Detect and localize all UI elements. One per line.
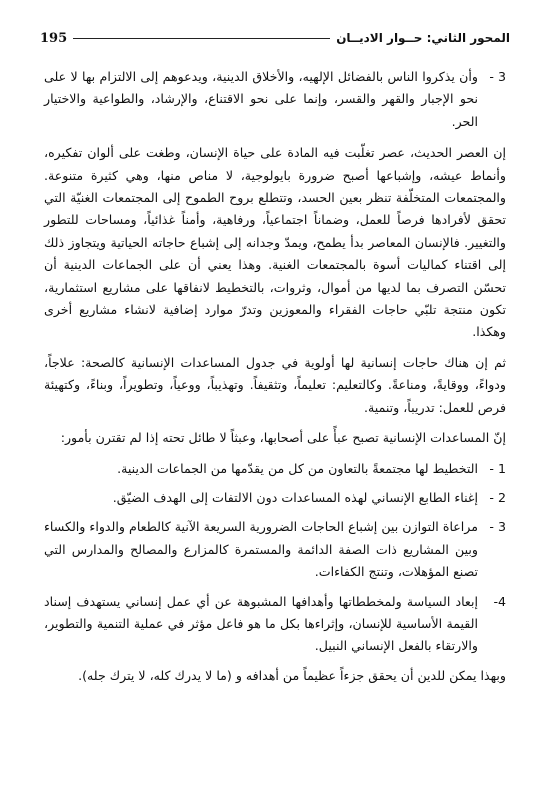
list-item [44,487,506,509]
paragraph-modern-era: إن العصر الحديث، عصر تغلّبت فيه المادة على حياة الإنسان، وطغت على ألوان تفكيره، وأنماط عيشه، وإشباعها أصبح ضرورة بايولوجية، لا مناص منها، وهي كثيرة متنوعة. والمجتمعات المتخلّفة تنظر بعين الحسد، وتتطلع بروح الطموح إلى المجتمعات الغنيّة التي تحقق لأفرادها فرصاً للعمل، وضماناً اجتماعياً، ورفاهية، وأمناً غذائياً، ومساحات للتطور والتغيير. فالإنسان المعاصر بدأ يطمح، ويمدّ وجدانه إلى إشباع حاجاته الحياتية ويتجاوز ذلك إلى اقتناء كماليات أسوة بالمجتمعات الغنية. وهذا يعني أن على الجماعات الدينية أن تحسّن التصرف بما لديها من أموال، وثروات، بالتخطيط لانفاقها على مشاريع استثمارية، تكون منتجة تلبّي حاجات الفقراء والمعوزين وتدرّ موارد إضافية لانشاء مشاريع أخرى وهكذا. [44,145,506,340]
list-item-number: 3 - [489,519,506,535]
list-item-text: إبعاد السياسة ولمخططاتها وأهدافها المشبوهة عن أي عمل إنساني يستهدف إسناد القيمة الأساسية للإنسان، وإثراءها بكل ما هو فاعل مؤثر في عملية التنمية والتطوير، والارتقاء بالفعل الإنساني النبيل. [44,593,478,654]
list-item-text: مراعاة التوازن بين إشباع الحاجات الضرورية السريعة الآنية كالطعام والدواء والكساء وبين المشاريع ذات الصفة الدائمة والمستمرة كالمزارع والمصالح والمدارس التي تصنع المؤهلات، وتنتج الكفاءات. [44,519,478,580]
page-body [44,66,506,695]
paragraph-conditions: إنّ المساعدات الإنسانية تصبح عبأً على أصحابها، وعبثاً لا طائل تحته إذا لم تقترن بأمور: [60,430,506,446]
list-item [44,458,506,480]
continued-list-item [44,66,506,133]
list-item-text: وأن يذكروا الناس بالفضائل الإلهيه، والأخلاق الدينية، ويدعوهم إلى الالتزام بها لا على نحو الإجبار والقهر والقسر، وإنما على نحو الاقتناع، والإرشاد، والطواعية والاختيار الحر. [44,69,478,129]
list-item-number: 2 - [489,489,506,505]
page-number: 195 [40,30,68,46]
paragraph-humanitarian-needs: ثم إن هناك حاجات إنسانية لها أولوية في جدول المساعدات الإنسانية كالصحة: علاجاً، ودواءً، ووقايةً، ومناعةً. وكالتعليم: تعليماً، وتثقيفاً. وتهذيباً، ووعياً، وتطويراً، وبناءً، وكتهيئة فرص للعمل: تدريباً، وتنمية. [44,354,506,415]
list-item [44,591,506,658]
list-item-number: 3 - [489,69,506,84]
paragraph-closing: وبهذا يمكن للدين أن يحقق جزءاً عظيماً من أهدافه و (ما لا يدرك كله، لا يترك جله). [78,667,506,683]
list-item-number: 1 - [489,460,506,476]
list-item-text: إغناء الطابع الإنساني لهذه المساعدات دون الالتفات إلى الهدف الضيّق. [112,489,478,505]
running-header [40,28,510,48]
list-item [44,516,506,583]
list-item-text: التخطيط لها مجتمعةً بالتعاون من كل من يقدّمها من الجماعات الدينية. [117,460,478,476]
header-rule [73,38,330,39]
list-item-number: 4- [493,593,506,609]
header-title: المحور الثاني: حــوار الاديــان [336,31,510,45]
